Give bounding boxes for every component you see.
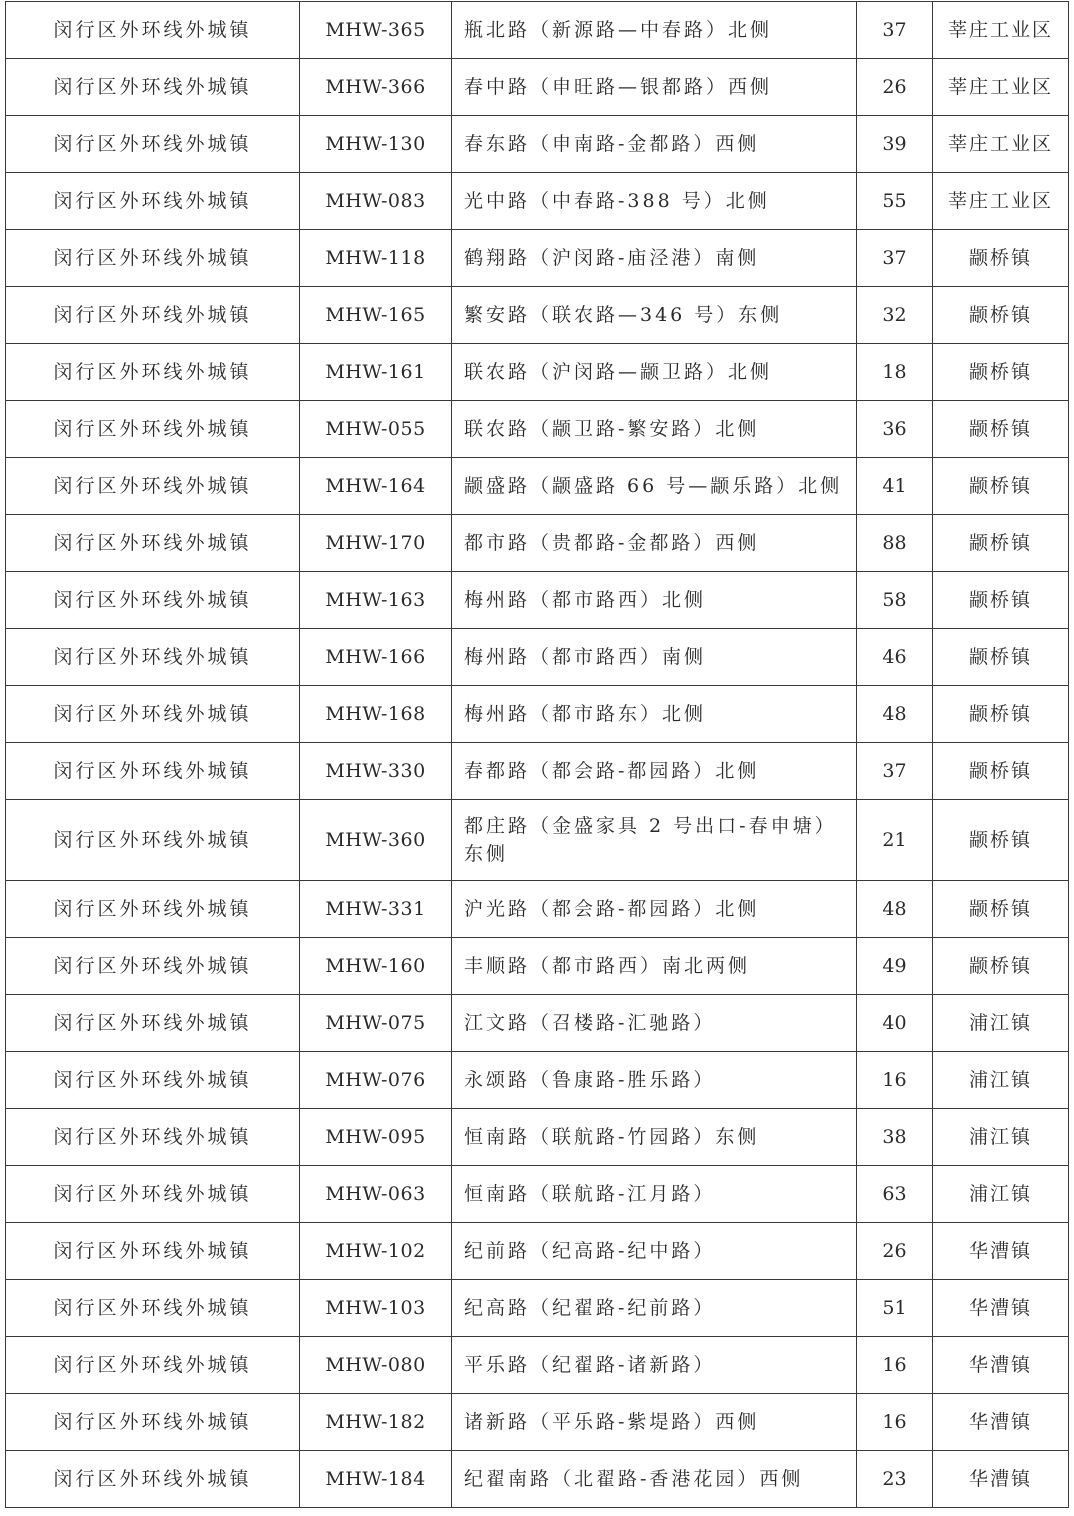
cell-count: 46 <box>857 629 933 686</box>
cell-count: 41 <box>857 458 933 515</box>
cell-code: MHW-165 <box>300 287 452 344</box>
table-row <box>6 344 1069 401</box>
cell-district: 闵行区外环线外城镇 <box>6 287 300 344</box>
cell-district: 闵行区外环线外城镇 <box>6 1394 300 1451</box>
cell-location: 光中路（中春路-388 号）北侧 <box>452 173 857 230</box>
cell-code: MHW-366 <box>300 59 452 116</box>
cell-town: 莘庄工业区 <box>933 59 1069 116</box>
cell-count: 26 <box>857 1223 933 1280</box>
cell-district: 闵行区外环线外城镇 <box>6 173 300 230</box>
cell-town: 浦江镇 <box>933 995 1069 1052</box>
cell-code: MHW-075 <box>300 995 452 1052</box>
table-row <box>6 2 1069 59</box>
cell-town: 颛桥镇 <box>933 230 1069 287</box>
cell-location: 纪前路（纪高路-纪中路） <box>452 1223 857 1280</box>
cell-count: 49 <box>857 938 933 995</box>
cell-count: 26 <box>857 59 933 116</box>
cell-location: 沪光路（都会路-都园路）北侧 <box>452 881 857 938</box>
cell-town: 颛桥镇 <box>933 287 1069 344</box>
cell-location: 联农路（沪闵路—颛卫路）北侧 <box>452 344 857 401</box>
cell-district: 闵行区外环线外城镇 <box>6 2 300 59</box>
table-row <box>6 1451 1069 1508</box>
cell-district: 闵行区外环线外城镇 <box>6 515 300 572</box>
cell-district: 闵行区外环线外城镇 <box>6 1166 300 1223</box>
cell-town: 华漕镇 <box>933 1451 1069 1508</box>
cell-count: 16 <box>857 1052 933 1109</box>
cell-location: 恒南路（联航路-竹园路）东侧 <box>452 1109 857 1166</box>
cell-count: 39 <box>857 116 933 173</box>
cell-count: 40 <box>857 995 933 1052</box>
cell-location: 梅州路（都市路西）北侧 <box>452 572 857 629</box>
cell-location: 梅州路（都市路西）南侧 <box>452 629 857 686</box>
cell-count: 63 <box>857 1166 933 1223</box>
cell-location: 颛盛路（颛盛路 66 号—颛乐路）北侧 <box>452 458 857 515</box>
cell-town: 颛桥镇 <box>933 458 1069 515</box>
cell-count: 48 <box>857 686 933 743</box>
cell-town: 莘庄工业区 <box>933 2 1069 59</box>
table-row <box>6 572 1069 629</box>
cell-count: 51 <box>857 1280 933 1337</box>
table-row <box>6 881 1069 938</box>
cell-code: MHW-102 <box>300 1223 452 1280</box>
table-row <box>6 629 1069 686</box>
table-row <box>6 173 1069 230</box>
cell-code: MHW-118 <box>300 230 452 287</box>
cell-count: 37 <box>857 2 933 59</box>
table-row <box>6 1280 1069 1337</box>
cell-location: 平乐路（纪翟路-诸新路） <box>452 1337 857 1394</box>
cell-code: MHW-130 <box>300 116 452 173</box>
cell-code: MHW-103 <box>300 1280 452 1337</box>
cell-location: 都庄路（金盛家具 2 号出口-春申塘）东侧 <box>452 800 857 881</box>
cell-location: 都市路（贵都路-金都路）西侧 <box>452 515 857 572</box>
cell-district: 闵行区外环线外城镇 <box>6 743 300 800</box>
cell-town: 颛桥镇 <box>933 800 1069 881</box>
table-row <box>6 1166 1069 1223</box>
cell-location: 诸新路（平乐路-紫堤路）西侧 <box>452 1394 857 1451</box>
cell-town: 颛桥镇 <box>933 515 1069 572</box>
cell-location: 春中路（申旺路—银都路）西侧 <box>452 59 857 116</box>
cell-code: MHW-166 <box>300 629 452 686</box>
cell-district: 闵行区外环线外城镇 <box>6 800 300 881</box>
cell-code: MHW-360 <box>300 800 452 881</box>
cell-district: 闵行区外环线外城镇 <box>6 1223 300 1280</box>
cell-town: 浦江镇 <box>933 1052 1069 1109</box>
cell-count: 18 <box>857 344 933 401</box>
cell-count: 58 <box>857 572 933 629</box>
cell-town: 莘庄工业区 <box>933 173 1069 230</box>
cell-town: 浦江镇 <box>933 1166 1069 1223</box>
cell-code: MHW-063 <box>300 1166 452 1223</box>
cell-count: 88 <box>857 515 933 572</box>
cell-location: 纪高路（纪翟路-纪前路） <box>452 1280 857 1337</box>
cell-district: 闵行区外环线外城镇 <box>6 1109 300 1166</box>
cell-district: 闵行区外环线外城镇 <box>6 59 300 116</box>
cell-count: 37 <box>857 743 933 800</box>
cell-town: 颛桥镇 <box>933 572 1069 629</box>
cell-location: 鹤翔路（沪闵路-庙泾港）南侧 <box>452 230 857 287</box>
cell-town: 华漕镇 <box>933 1394 1069 1451</box>
cell-town: 浦江镇 <box>933 1109 1069 1166</box>
cell-code: MHW-055 <box>300 401 452 458</box>
cell-code: MHW-160 <box>300 938 452 995</box>
cell-code: MHW-330 <box>300 743 452 800</box>
cell-location: 丰顺路（都市路西）南北两侧 <box>452 938 857 995</box>
cell-town: 莘庄工业区 <box>933 116 1069 173</box>
table-row <box>6 59 1069 116</box>
cell-district: 闵行区外环线外城镇 <box>6 938 300 995</box>
cell-code: MHW-184 <box>300 1451 452 1508</box>
cell-town: 颛桥镇 <box>933 743 1069 800</box>
cell-town: 华漕镇 <box>933 1337 1069 1394</box>
cell-district: 闵行区外环线外城镇 <box>6 230 300 287</box>
cell-code: MHW-331 <box>300 881 452 938</box>
table-row <box>6 1337 1069 1394</box>
cell-district: 闵行区外环线外城镇 <box>6 401 300 458</box>
cell-count: 16 <box>857 1394 933 1451</box>
table-row <box>6 995 1069 1052</box>
table-row <box>6 401 1069 458</box>
cell-district: 闵行区外环线外城镇 <box>6 686 300 743</box>
cell-district: 闵行区外环线外城镇 <box>6 1337 300 1394</box>
table-row <box>6 686 1069 743</box>
cell-location: 梅州路（都市路东）北侧 <box>452 686 857 743</box>
cell-location: 纪翟南路（北翟路-香港花园）西侧 <box>452 1451 857 1508</box>
table-row <box>6 1052 1069 1109</box>
cell-location: 恒南路（联航路-江月路） <box>452 1166 857 1223</box>
cell-code: MHW-076 <box>300 1052 452 1109</box>
cell-location: 永颂路（鲁康路-胜乐路） <box>452 1052 857 1109</box>
cell-count: 21 <box>857 800 933 881</box>
cell-town: 颛桥镇 <box>933 686 1069 743</box>
cell-town: 华漕镇 <box>933 1223 1069 1280</box>
cell-district: 闵行区外环线外城镇 <box>6 458 300 515</box>
cell-location: 瓶北路（新源路—中春路）北侧 <box>452 2 857 59</box>
table-row <box>6 1394 1069 1451</box>
cell-district: 闵行区外环线外城镇 <box>6 995 300 1052</box>
cell-town: 华漕镇 <box>933 1280 1069 1337</box>
cell-code: MHW-161 <box>300 344 452 401</box>
cell-code: MHW-168 <box>300 686 452 743</box>
cell-town: 颛桥镇 <box>933 938 1069 995</box>
cell-location: 春东路（申南路-金都路）西侧 <box>452 116 857 173</box>
cell-district: 闵行区外环线外城镇 <box>6 116 300 173</box>
cell-count: 36 <box>857 401 933 458</box>
table-row <box>6 1109 1069 1166</box>
cell-count: 23 <box>857 1451 933 1508</box>
cell-count: 16 <box>857 1337 933 1394</box>
table-row <box>6 1223 1069 1280</box>
cell-code: MHW-083 <box>300 173 452 230</box>
cell-town: 颛桥镇 <box>933 881 1069 938</box>
cell-town: 颛桥镇 <box>933 344 1069 401</box>
cell-town: 颛桥镇 <box>933 401 1069 458</box>
cell-count: 48 <box>857 881 933 938</box>
cell-code: MHW-080 <box>300 1337 452 1394</box>
table-row <box>6 938 1069 995</box>
cell-district: 闵行区外环线外城镇 <box>6 881 300 938</box>
table-row <box>6 230 1069 287</box>
cell-town: 颛桥镇 <box>933 629 1069 686</box>
table-row <box>6 515 1069 572</box>
cell-count: 55 <box>857 173 933 230</box>
table-row <box>6 116 1069 173</box>
cell-location: 联农路（颛卫路-繁安路）北侧 <box>452 401 857 458</box>
table-row <box>6 287 1069 344</box>
cell-code: MHW-163 <box>300 572 452 629</box>
cell-code: MHW-095 <box>300 1109 452 1166</box>
cell-code: MHW-170 <box>300 515 452 572</box>
cell-district: 闵行区外环线外城镇 <box>6 1280 300 1337</box>
table-row <box>6 800 1069 881</box>
cell-location: 江文路（召楼路-汇驰路） <box>452 995 857 1052</box>
cell-location: 繁安路（联农路—346 号）东侧 <box>452 287 857 344</box>
cell-count: 32 <box>857 287 933 344</box>
cell-district: 闵行区外环线外城镇 <box>6 1052 300 1109</box>
parking-location-table <box>5 1 1069 1508</box>
cell-district: 闵行区外环线外城镇 <box>6 629 300 686</box>
cell-district: 闵行区外环线外城镇 <box>6 1451 300 1508</box>
table-row <box>6 743 1069 800</box>
cell-district: 闵行区外环线外城镇 <box>6 572 300 629</box>
table-body <box>6 2 1069 1508</box>
cell-location: 春都路（都会路-都园路）北侧 <box>452 743 857 800</box>
cell-code: MHW-164 <box>300 458 452 515</box>
cell-count: 37 <box>857 230 933 287</box>
cell-code: MHW-365 <box>300 2 452 59</box>
cell-code: MHW-182 <box>300 1394 452 1451</box>
cell-count: 38 <box>857 1109 933 1166</box>
table-row <box>6 458 1069 515</box>
cell-district: 闵行区外环线外城镇 <box>6 344 300 401</box>
